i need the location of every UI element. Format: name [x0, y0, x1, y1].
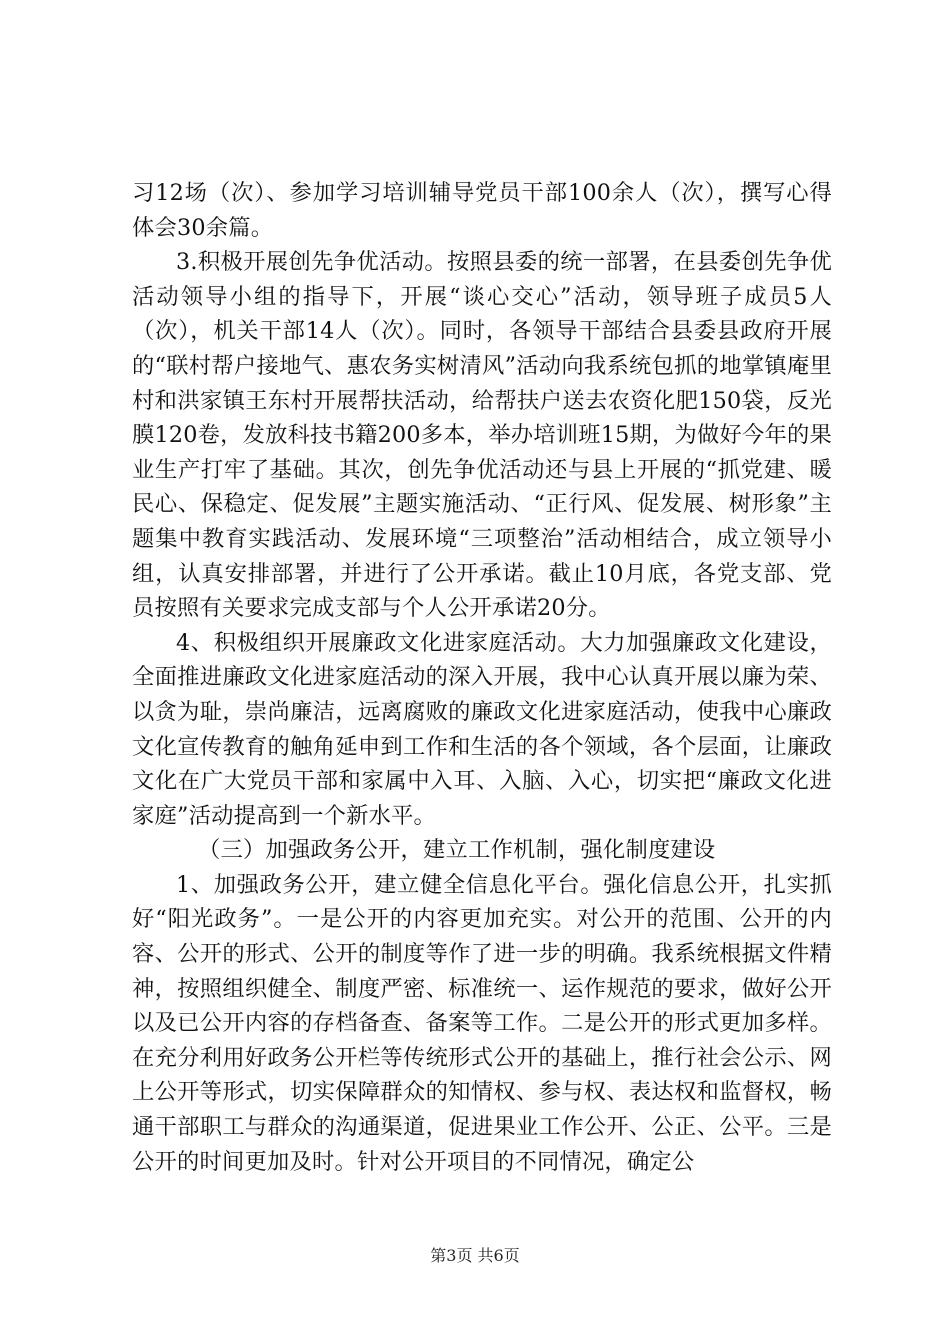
page-number-footer: 第3页 共6页	[430, 1246, 520, 1265]
section-heading: （三）加强政务公开，建立工作机制，强化制度建设	[198, 837, 716, 864]
paragraph-item-3: 3.积极开展创先争优活动。按照县委的统一部署，在县委创先争优活动领导小组的指导下，开展“谈心交心”活动，领导班子成员5人（次），机关干部14人（次）。同时，各领导干部结合县委县政府开展的“联村帮户接地气、惠农务实树清风”活动向我系统包抓的地掌镇庵里村和洪家镇王东村开展帮扶活动，给帮扶户送去农资化肥150袋，反光膜120卷，发放科技书籍200多本，举办培训班15期，为做好今年的果业生产打牢了基础。其次，创先争优活动还与县上开展的“抓党建、暖民心、保稳定、促发展”主题实施活动、“正行风、促发展、树形象”主题集中教育实践活动、发展环境“三项整治”活动相结合，成立领导小组，认真安排部署，并进行了公开承诺。截止10月底，各党支部、党员按照有关要求完成支部与个人公开承诺20分。	[132, 249, 833, 622]
paragraph-item-1: 1、加强政务公开，建立健全信息化平台。强化信息公开，扎实抓好“阳光政务”。一是公开的内容更加充实。对公开的范围、公开的内容、公开的形式、公开的制度等作了进一步的明确。我系统根据文件精神，按照组织健全、制度严密、标准统一、运作规范的要求，做好公开以及已公开内容的存档备查、备案等工作。二是公开的形式更加多样。在充分利用好政务公开栏等传统形式公开的基础上，推行社会公示、网上公开等形式，切实保障群众的知情权、参与权、表达权和监督权，畅通干部职工与群众的沟通渠道，促进果业工作公开、公正、公平。三是公开的时间更加及时。针对公开项目的不同情况，确定公	[132, 871, 832, 1175]
paragraph-item-4: 4、积极组织开展廉政文化进家庭活动。大力加强廉政文化建设，全面推进廉政文化进家庭活动的深入开展，我中心认真开展以廉为荣、以贪为耻，崇尚廉洁，远离腐败的廉政文化进家庭活动，使我中心廉政文化宣传教育的触角延申到工作和生活的各个领域，各个层面，让廉政文化在广大党员干部和家属中入耳、入脑、入心，切实把“廉政文化进家庭”活动提高到一个新水平。	[132, 629, 832, 829]
paragraph-continuation: 习12场（次）、参加学习培训辅导党员干部100余人（次），撰写心得体会30余篇。	[132, 180, 832, 241]
document-body	[132, 176, 832, 1179]
